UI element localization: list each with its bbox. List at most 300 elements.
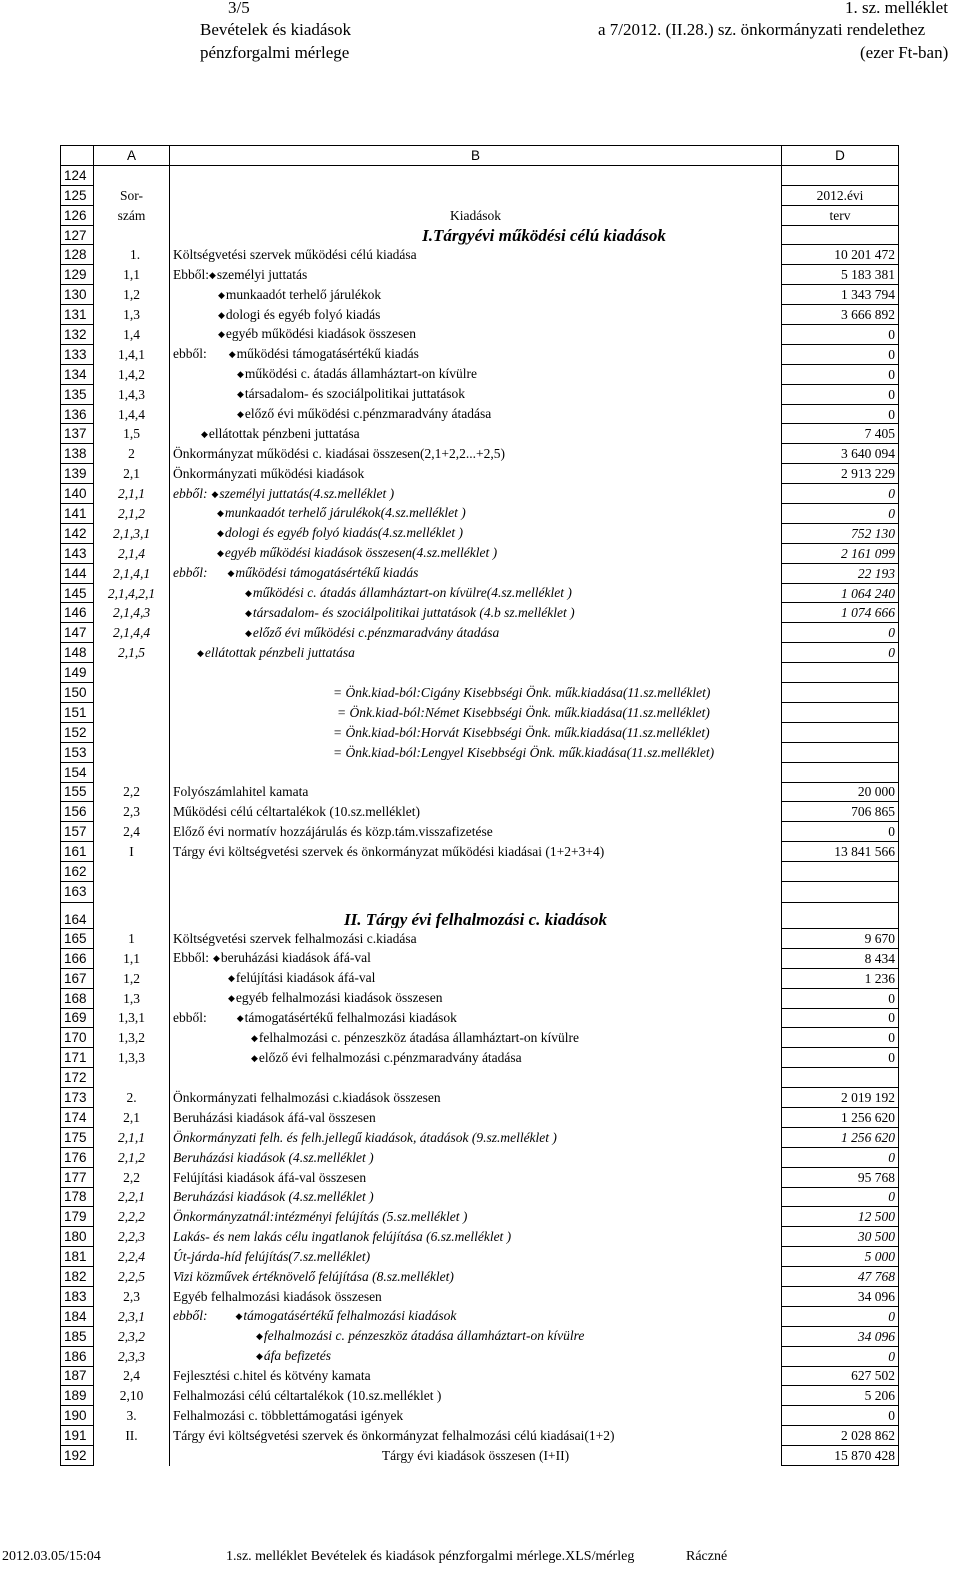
row-number: 184 <box>61 1306 94 1326</box>
row-value: 1 256 620 <box>782 1127 899 1147</box>
row-value: 3 666 892 <box>782 305 899 325</box>
row-number: 182 <box>61 1267 94 1287</box>
row-code: 1,2 <box>94 285 170 305</box>
row-code: 2,2,2 <box>94 1207 170 1227</box>
row-label-text: felhalmozási c. pénzeszköz átadása államháztart-on kívülre <box>263 1328 585 1344</box>
row-value: 22 193 <box>782 563 899 583</box>
row-number: 148 <box>61 643 94 663</box>
row-code: 2,2,4 <box>94 1247 170 1267</box>
row-number: 130 <box>61 285 94 305</box>
row-label: Fejlesztési c.hitel és kötvény kamata <box>170 1366 782 1386</box>
table-row <box>61 504 899 524</box>
row-label-text: = Önk.kiad-ból:Lengyel Kisebbségi Önk. műk.kiadása(11.sz.melléklet) <box>333 744 715 760</box>
row-label-text: előző évi működési c.pénzmaradvány átadása <box>252 624 500 640</box>
row-value: 2 913 229 <box>782 464 899 484</box>
row-value: 12 500 <box>782 1207 899 1227</box>
row-code: 2,1,4,3 <box>94 603 170 623</box>
bullet-icon: ◆ <box>235 1311 243 1322</box>
row-value <box>782 165 899 185</box>
row-number: 134 <box>61 364 94 384</box>
table-row <box>61 1366 899 1386</box>
row-value: 0 <box>782 1147 899 1167</box>
row-number: 177 <box>61 1167 94 1187</box>
row-number: 124 <box>61 165 94 185</box>
row-label <box>170 364 782 384</box>
row-number: 126 <box>61 205 94 225</box>
table-row <box>61 464 899 484</box>
row-label-text: társadalom- és szociálpolitikai juttatások <box>244 386 465 402</box>
table-row <box>61 623 899 643</box>
row-code: 1. <box>94 245 170 265</box>
row-code: 1,3,1 <box>94 1008 170 1028</box>
row-number: 190 <box>61 1406 94 1426</box>
table-row <box>61 1068 899 1088</box>
row-value <box>782 702 899 722</box>
row-number: 187 <box>61 1366 94 1386</box>
row-label: Önkormányzati felhalmozási c.kiadások összesen <box>170 1088 782 1108</box>
row-code: 2,3,1 <box>94 1306 170 1326</box>
row-number: 156 <box>61 802 94 822</box>
row-value: 5 206 <box>782 1386 899 1406</box>
row-code: 1 <box>94 928 170 948</box>
row-label: Beruházási kiadások áfá-val összesen <box>170 1107 782 1127</box>
row-label: Önkormányzati felh. és felh.jellegű kiadások, átadások (9.sz.melléklet ) <box>170 1127 782 1147</box>
row-label-text: előző évi működési c.pénzmaradvány átadása <box>244 406 492 422</box>
row-number: 164 <box>61 902 94 928</box>
row-code: 1,3,2 <box>94 1028 170 1048</box>
table-row <box>61 404 899 424</box>
row-code <box>94 902 170 928</box>
table-row <box>61 185 899 205</box>
row-label <box>170 305 782 325</box>
row-number: 189 <box>61 1386 94 1406</box>
row-label-text: személyi juttatás <box>216 266 308 282</box>
row-code: 2,4 <box>94 1366 170 1386</box>
row-number: 145 <box>61 583 94 603</box>
row-code: 2,10 <box>94 1386 170 1406</box>
header-title-line1: Bevételek és kiadások <box>200 20 352 39</box>
row-number: 141 <box>61 504 94 524</box>
row-value: 7 405 <box>782 424 899 444</box>
row-number: 192 <box>61 1446 94 1466</box>
row-code: 1,5 <box>94 424 170 444</box>
row-label: Felhalmozási c. többlettámogatási igények <box>170 1406 782 1426</box>
table-row <box>61 325 899 345</box>
table-row <box>61 683 899 703</box>
row-number: 125 <box>61 185 94 205</box>
row-number: 146 <box>61 603 94 623</box>
row-code: 1,4,1 <box>94 344 170 364</box>
header-unit: (ezer Ft-ban) <box>860 43 949 62</box>
bullet-icon: ◆ <box>245 627 252 638</box>
table-row <box>61 988 899 1008</box>
row-code: 2,1,5 <box>94 643 170 663</box>
table-row <box>61 1406 899 1426</box>
row-number: 163 <box>61 881 94 902</box>
row-code: 2,4 <box>94 822 170 842</box>
row-number: 132 <box>61 325 94 345</box>
column-d-header: D <box>782 146 899 166</box>
bullet-icon: ◆ <box>228 993 235 1004</box>
bullet-icon: ◆ <box>201 428 208 439</box>
row-code <box>94 722 170 742</box>
row-code: 2,3 <box>94 1286 170 1306</box>
row-value <box>782 902 899 928</box>
header-annex-number: 1. sz. melléklet <box>845 0 948 17</box>
row-code: 1,4,2 <box>94 364 170 384</box>
row-code: 2,3,3 <box>94 1346 170 1366</box>
row-code <box>94 683 170 703</box>
table-row <box>61 245 899 265</box>
row-label <box>170 948 782 968</box>
row-value: 0 <box>782 1008 899 1028</box>
bullet-icon: ◆ <box>213 953 220 964</box>
row-label-text: támogatásértékű felhalmozási kiadások <box>243 1308 457 1324</box>
bullet-icon: ◆ <box>218 289 225 300</box>
row-number: 176 <box>61 1147 94 1167</box>
row-number: 165 <box>61 928 94 948</box>
row-code: 2,2,1 <box>94 1187 170 1207</box>
row-value: 0 <box>782 504 899 524</box>
row-code: 2,1,4,2,1 <box>94 583 170 603</box>
bullet-icon: ◆ <box>256 1331 263 1342</box>
table-row <box>61 344 899 364</box>
row-value: 0 <box>782 1187 899 1207</box>
row-code: 2,1,1 <box>94 484 170 504</box>
row-code: 2 <box>94 444 170 464</box>
row-value: 0 <box>782 643 899 663</box>
row-value: 15 870 428 <box>782 1446 899 1466</box>
row-label: Működési célú céltartalékok (10.sz.melléklet) <box>170 802 782 822</box>
row-code: 1,4,3 <box>94 384 170 404</box>
row-value: 47 768 <box>782 1267 899 1287</box>
row-value: 5 000 <box>782 1247 899 1267</box>
bullet-icon: ◆ <box>237 389 244 400</box>
row-label <box>170 968 782 988</box>
row-code: 2,2 <box>94 1167 170 1187</box>
bullet-icon: ◆ <box>197 647 204 658</box>
table-row <box>61 285 899 305</box>
row-code: 2,2 <box>94 782 170 802</box>
row-value: 0 <box>782 1406 899 1426</box>
row-label <box>170 504 782 524</box>
row-label <box>170 404 782 424</box>
table-row <box>61 881 899 902</box>
row-label: I.Tárgyévi működési célú kiadások <box>170 225 782 245</box>
row-code: 2,1 <box>94 1107 170 1127</box>
row-value: 627 502 <box>782 1366 899 1386</box>
row-label-text: dologi és egyéb folyó kiadás(4.sz.melléklet ) <box>224 525 463 541</box>
row-code: 2,2,3 <box>94 1227 170 1247</box>
row-label-text: = Önk.kiad-ból:Horvát Kisebbségi Önk. műk.kiadása(11.sz.melléklet) <box>333 724 710 740</box>
row-code: 2,3,2 <box>94 1326 170 1346</box>
table-row <box>61 862 899 882</box>
table-row <box>61 702 899 722</box>
row-value: 95 768 <box>782 1167 899 1187</box>
row-value <box>782 1068 899 1088</box>
bullet-icon: ◆ <box>209 269 216 280</box>
row-label <box>170 325 782 345</box>
table-row <box>61 762 899 782</box>
row-label <box>170 285 782 305</box>
table-row <box>61 384 899 404</box>
table-row <box>61 583 899 603</box>
table-row <box>61 1267 899 1287</box>
row-number: 128 <box>61 245 94 265</box>
row-value: 1 074 666 <box>782 603 899 623</box>
row-number: 147 <box>61 623 94 643</box>
row-value: 1 236 <box>782 968 899 988</box>
row-number: 153 <box>61 742 94 762</box>
row-label: Önkormányzati működési kiadások <box>170 464 782 484</box>
row-number: 170 <box>61 1028 94 1048</box>
row-code: 2,1,3,1 <box>94 523 170 543</box>
table-row <box>61 563 899 583</box>
bullet-icon: ◆ <box>217 508 224 519</box>
row-code: szám <box>94 205 170 225</box>
table-row <box>61 928 899 948</box>
row-value: 0 <box>782 1306 899 1326</box>
row-label <box>170 1008 782 1028</box>
row-label-text: működési támogatásértékű kiadás <box>236 346 419 362</box>
row-label <box>170 988 782 1008</box>
row-code <box>94 225 170 245</box>
row-value: 2 028 862 <box>782 1426 899 1446</box>
row-label: Önkormányzatnál:intézményi felújítás (5.sz.melléklet ) <box>170 1207 782 1227</box>
row-label-text: egyéb felhalmozási kiadások összesen <box>235 990 443 1006</box>
row-number: 169 <box>61 1008 94 1028</box>
row-number: 185 <box>61 1326 94 1346</box>
row-value: 752 130 <box>782 523 899 543</box>
table-row <box>61 1426 899 1446</box>
row-label-text: egyéb működési kiadások összesen(4.sz.melléklet ) <box>224 545 498 561</box>
row-value: 2012.évi <box>782 185 899 205</box>
row-label: Egyéb felhalmozási kiadások összesen <box>170 1286 782 1306</box>
row-label-text: beruházási kiadások áfá-val <box>220 950 371 966</box>
row-code: 1,1 <box>94 948 170 968</box>
row-code: 1,3 <box>94 988 170 1008</box>
row-label-text: = Önk.kiad-ból:Német Kisebbségi Önk. műk.kiadása(11.sz.melléklet) <box>337 704 710 720</box>
row-value <box>782 722 899 742</box>
row-label <box>170 1028 782 1048</box>
row-number: 191 <box>61 1426 94 1446</box>
column-b-header: B <box>170 146 782 166</box>
row-number: 175 <box>61 1127 94 1147</box>
row-code <box>94 663 170 683</box>
row-label-text: társadalom- és szociálpolitikai juttatások (4.b sz.melléklet ) <box>252 604 575 620</box>
row-label <box>170 165 782 185</box>
row-value: 0 <box>782 344 899 364</box>
row-value <box>782 683 899 703</box>
table-row <box>61 225 899 245</box>
row-label-text: áfa befizetés <box>263 1348 332 1364</box>
row-label-prefix: Ebből: <box>173 266 209 282</box>
column-letters-row <box>61 146 899 166</box>
row-value: 0 <box>782 384 899 404</box>
row-label: Előző évi normatív hozzájárulás és közp.tám.visszafizetése <box>170 822 782 842</box>
table-row <box>61 802 899 822</box>
row-value: 1 064 240 <box>782 583 899 603</box>
row-number: 171 <box>61 1048 94 1068</box>
row-value: 0 <box>782 1346 899 1366</box>
row-number: 152 <box>61 722 94 742</box>
row-label-text: működési támogatásértékű kiadás <box>235 565 419 581</box>
table-row <box>61 523 899 543</box>
row-code: 2,1,2 <box>94 1147 170 1167</box>
header-regulation: a 7/2012. (II.28.) sz. önkormányzati rendelethez <box>598 20 926 39</box>
row-code: II. <box>94 1426 170 1446</box>
row-label <box>170 1326 782 1346</box>
row-code: 1,3 <box>94 305 170 325</box>
row-number: 167 <box>61 968 94 988</box>
row-code: 1,1 <box>94 265 170 285</box>
table-row <box>61 1107 899 1127</box>
row-label-prefix: ebből: <box>173 565 208 581</box>
table-row <box>61 663 899 683</box>
bullet-icon: ◆ <box>245 607 252 618</box>
table-row <box>61 842 899 862</box>
row-label-text: dologi és egyéb folyó kiadás <box>225 306 381 322</box>
table-row <box>61 1167 899 1187</box>
expenditure-table <box>60 145 899 1466</box>
row-number: 133 <box>61 344 94 364</box>
row-code: 2,1,1 <box>94 1127 170 1147</box>
row-label <box>170 543 782 563</box>
row-value: 0 <box>782 1028 899 1048</box>
table-row <box>61 364 899 384</box>
table-row <box>61 1207 899 1227</box>
row-number: 140 <box>61 484 94 504</box>
row-value: 34 096 <box>782 1286 899 1306</box>
row-value: 0 <box>782 822 899 842</box>
row-label: Tárgy évi költségvetési szervek és önkormányzat felhalmozási célú kiadásai(1+2) <box>170 1426 782 1446</box>
row-code: 2,1,4,1 <box>94 563 170 583</box>
bullet-icon: ◆ <box>237 409 244 420</box>
row-label-text: támogatásértékű felhalmozási kiadások <box>244 1009 457 1025</box>
row-number: 166 <box>61 948 94 968</box>
row-number: 181 <box>61 1247 94 1267</box>
row-number: 142 <box>61 523 94 543</box>
table-row <box>61 1227 899 1247</box>
table-row <box>61 1286 899 1306</box>
row-number: 127 <box>61 225 94 245</box>
row-value: 706 865 <box>782 802 899 822</box>
row-value: 20 000 <box>782 782 899 802</box>
row-label: Tárgy évi költségvetési szervek és önkormányzat működési kiadásai (1+2+3+4) <box>170 842 782 862</box>
footer-filename: 1.sz. melléklet Bevételek és kiadások pénzforgalmi mérlege.XLS/mérleg <box>226 1549 635 1564</box>
row-number: 138 <box>61 444 94 464</box>
row-number: 179 <box>61 1207 94 1227</box>
row-number: 154 <box>61 762 94 782</box>
row-label: Önkormányzat működési c. kiadásai összesen(2,1+2,2...+2,5) <box>170 444 782 464</box>
row-code: 2,1,4 <box>94 543 170 563</box>
table-row <box>61 1048 899 1068</box>
bullet-icon: ◆ <box>228 349 236 360</box>
table-row <box>61 205 899 225</box>
row-code: 2,2,5 <box>94 1267 170 1287</box>
row-label: Lakás- és nem lakás célu ingatlanok felújítása (6.sz.melléklet ) <box>170 1227 782 1247</box>
bullet-icon: ◆ <box>228 973 235 984</box>
row-number: 135 <box>61 384 94 404</box>
row-number: 183 <box>61 1286 94 1306</box>
row-label <box>170 424 782 444</box>
table-row <box>61 603 899 623</box>
table-row <box>61 1306 899 1326</box>
row-number: 174 <box>61 1107 94 1127</box>
table-row <box>61 1446 899 1466</box>
row-code: 3. <box>94 1406 170 1426</box>
row-label <box>170 762 782 782</box>
row-value <box>782 225 899 245</box>
row-code <box>94 881 170 902</box>
header-page-number: 3/5 <box>228 0 250 17</box>
table-row <box>61 1326 899 1346</box>
row-label-text: személyi juttatás(4.sz.melléklet ) <box>219 485 395 501</box>
row-label: Beruházási kiadások (4.sz.melléklet ) <box>170 1147 782 1167</box>
row-value: 0 <box>782 623 899 643</box>
bullet-icon: ◆ <box>218 329 225 340</box>
row-value <box>782 881 899 902</box>
row-value <box>782 862 899 882</box>
bullet-icon: ◆ <box>256 1351 263 1362</box>
row-code: 2. <box>94 1088 170 1108</box>
table-row <box>61 1127 899 1147</box>
bullet-icon: ◆ <box>218 309 225 320</box>
row-number: 143 <box>61 543 94 563</box>
row-code: 2,1,4,4 <box>94 623 170 643</box>
row-label <box>170 583 782 603</box>
table-row <box>61 444 899 464</box>
row-value: 0 <box>782 988 899 1008</box>
bullet-icon: ◆ <box>251 1052 258 1063</box>
row-label <box>170 881 782 902</box>
row-label: Költségvetési szervek felhalmozási c.kiadása <box>170 928 782 948</box>
row-value: 1 343 794 <box>782 285 899 305</box>
row-code: 1,2 <box>94 968 170 988</box>
corner-cell <box>61 146 94 166</box>
row-value <box>782 762 899 782</box>
row-label <box>170 484 782 504</box>
table-row <box>61 1088 899 1108</box>
row-label-text: előző évi felhalmozási c.pénzmaradvány átadása <box>258 1049 522 1065</box>
row-value: 1 256 620 <box>782 1107 899 1127</box>
table-row <box>61 1346 899 1366</box>
table-row <box>61 305 899 325</box>
row-label <box>170 344 782 364</box>
row-code: 2,1,2 <box>94 504 170 524</box>
row-number: 186 <box>61 1346 94 1366</box>
row-value <box>782 742 899 762</box>
row-value: 10 201 472 <box>782 245 899 265</box>
row-label <box>170 702 782 722</box>
table-row <box>61 822 899 842</box>
row-label-text: ellátottak pénzbeni juttatása <box>208 425 360 441</box>
table-row <box>61 1008 899 1028</box>
bullet-icon: ◆ <box>217 548 224 559</box>
table-row <box>61 1147 899 1167</box>
table-row <box>61 1187 899 1207</box>
table-row <box>61 643 899 663</box>
row-code <box>94 1068 170 1088</box>
row-value: 9 670 <box>782 928 899 948</box>
row-label-text: ellátottak pénzbeli juttatása <box>204 644 355 660</box>
table-row <box>61 722 899 742</box>
row-label: Beruházási kiadások (4.sz.melléklet ) <box>170 1187 782 1207</box>
bullet-icon: ◆ <box>236 1012 244 1023</box>
table-row <box>61 1028 899 1048</box>
row-label-text: = Önk.kiad-ból:Cigány Kisebbségi Önk. műk.kiadása(11.sz.melléklet) <box>333 684 711 700</box>
row-label: Út-járda-híd felújítás(7.sz.melléklet) <box>170 1247 782 1267</box>
